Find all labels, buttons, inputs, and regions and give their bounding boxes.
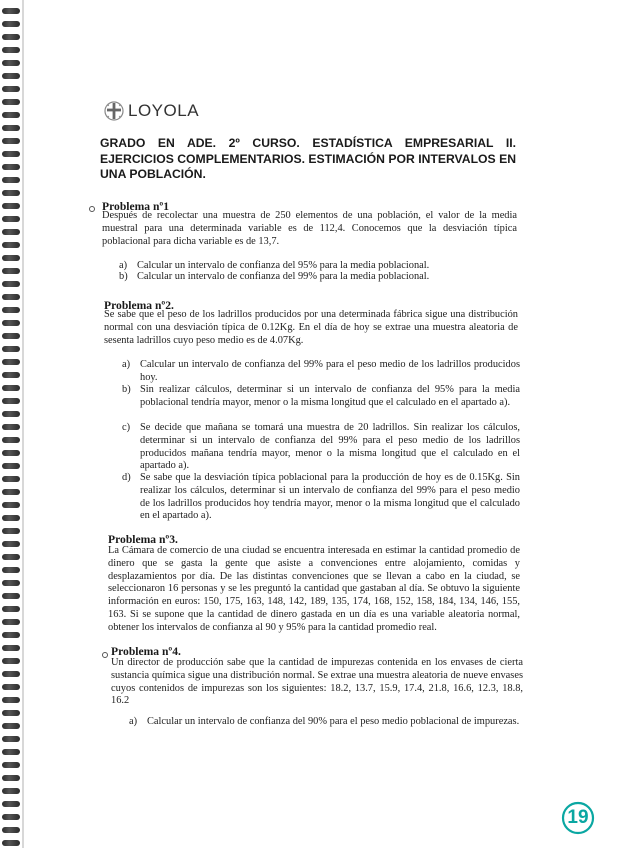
item-label: a) [129, 716, 138, 727]
spiral-coil [2, 281, 20, 287]
item-text: Calcular un intervalo de confianza del 99% para el peso medio de los ladrillos producidos hoy. [140, 359, 520, 383]
spiral-coil [2, 34, 20, 40]
item-text: Se decide que mañana se tomará una muestra de 20 ladrillos. Sin realizar los cálculos, determinar si un intervalo de confianza del 99% para el peso medio de los ladrillos producidos mañana tendría mayor, menor o la misma longitud que el calculado en el apartado a). [140, 422, 520, 472]
spiral-coil [2, 632, 20, 638]
spiral-coil [2, 255, 20, 261]
spiral-coil [2, 476, 20, 482]
problem-2-title: Problema nº2. [104, 299, 174, 312]
spiral-coil [2, 73, 20, 79]
spiral-coil [2, 21, 20, 27]
spiral-coil [2, 398, 20, 404]
spiral-coil [2, 827, 20, 833]
item-text: Calcular un intervalo de confianza del 99% para la media poblacional. [137, 271, 430, 282]
spiral-coil [2, 645, 20, 651]
item-text: Calcular un intervalo de confianza del 95% para la media poblacional. [137, 260, 430, 271]
item-label: a) [122, 359, 131, 370]
spiral-coil [2, 658, 20, 664]
spiral-coil [2, 736, 20, 742]
spiral-coil [2, 190, 20, 196]
spiral-coil [2, 840, 20, 846]
spiral-coil [2, 229, 20, 235]
item-label: c) [122, 422, 131, 433]
handwritten-page-number [560, 800, 596, 836]
spiral-coil [2, 99, 20, 105]
spiral-coil [2, 710, 20, 716]
spiral-coil [2, 151, 20, 157]
item-label: d) [122, 472, 131, 483]
spiral-coil [2, 515, 20, 521]
problem-4-title: Problema nº4. [111, 645, 181, 658]
spiral-coil [2, 567, 20, 573]
problem-2-statement: Se sabe que el peso de los ladrillos producidos por una determinada fábrica sigue una distribución normal con una desviación típica de 0.12Kg. En el día de hoy se extrae una muestra aleatoria de sesenta ladrillos cuyo peso medio es de 4.07Kg. [104, 309, 518, 346]
spiral-coil [2, 359, 20, 365]
problem-4-item-a [129, 716, 525, 729]
spiral-coil [2, 788, 20, 794]
logo-text: LOYOLA [128, 101, 200, 120]
handwritten-dot-marker [89, 206, 95, 212]
spiral-coil [2, 242, 20, 248]
spiral-coil [2, 671, 20, 677]
page-number-text: 19 [567, 807, 589, 828]
handwritten-dot-marker [102, 652, 108, 658]
problem-1-item-b [119, 271, 517, 284]
spiral-coil [2, 775, 20, 781]
item-label: b) [122, 384, 131, 395]
spiral-coil [2, 307, 20, 313]
spiral-coil [2, 372, 20, 378]
spiral-coil [2, 606, 20, 612]
spiral-coil [2, 385, 20, 391]
loyola-logo [103, 100, 199, 122]
item-text: Calcular un intervalo de confianza del 90% para el peso medio poblacional de impurezas. [147, 716, 520, 727]
problem-1-statement: Después de recolectar una muestra de 250 elementos de una población, el valor de la media muestral para una determinada variable es de 112,4. Conocemos que la desviación típica poblacional para dicha variable es de 13,7. [102, 210, 517, 247]
spiral-coil [2, 450, 20, 456]
loyola-logo-icon [103, 100, 125, 122]
spiral-coil [2, 294, 20, 300]
spiral-coil [2, 60, 20, 66]
spiral-coil [2, 580, 20, 586]
problem-1-title: Problema nº1 [102, 200, 170, 213]
spiral-coil [2, 216, 20, 222]
spiral-coil [2, 8, 20, 14]
spiral-coil [2, 593, 20, 599]
spiral-coil [2, 164, 20, 170]
spiral-coil [2, 697, 20, 703]
item-label: a) [119, 260, 128, 271]
spiral-coil [2, 463, 20, 469]
spiral-coil [2, 684, 20, 690]
problem-2-item-b [122, 384, 520, 410]
spiral-coil [2, 138, 20, 144]
spiral-coil [2, 47, 20, 53]
spiral-coil [2, 86, 20, 92]
item-text: Sin realizar cálculos, determinar si un intervalo de confianza del 95% para la media poblacional tendría mayor, menor o la misma longitud que el calculado en el apartado a). [140, 384, 520, 408]
problem-3-title: Problema nº3. [108, 533, 178, 546]
spiral-coil [2, 320, 20, 326]
spiral-coil [2, 411, 20, 417]
item-label: b) [119, 271, 128, 282]
spiral-coil [2, 333, 20, 339]
spiral-coil [2, 554, 20, 560]
item-text: Se sabe que la desviación típica poblacional para la producción de hoy es de 0.15Kg. Sin realizar los cálculos, determinar si un intervalo de confianza del 99% para el peso medio de los ladrillos producidos hoy tendría mayor, menor o la misma longitud que el calculado en el apartado a). [140, 472, 520, 522]
spiral-coil [2, 203, 20, 209]
spiral-coil [2, 502, 20, 508]
spiral-coil [2, 723, 20, 729]
spiral-coil [2, 437, 20, 443]
page-edge [22, 0, 24, 848]
problem-4-statement: Un director de producción sabe que la cantidad de impurezas contenida en los envases de cierta sustancia química sigue una distribución normal. Se extrae una muestra aleatoria de nueve envases cuyos contenidos de impurezas son los siguientes: 18.2, 13.7, 15.9, 17.4, 21.8, 16.6, 12.3, 18.8, 16.2 [111, 657, 523, 707]
spiral-coil [2, 268, 20, 274]
spiral-coil [2, 528, 20, 534]
problem-2-item-a [122, 359, 520, 385]
spiral-binding [0, 0, 22, 848]
problem-2-item-c [122, 422, 520, 473]
page-title: GRADO EN ADE. 2º CURSO. ESTADÍSTICA EMPRESARIAL II. EJERCICIOS COMPLEMENTARIOS. ESTIMACIÓN POR INTERVALOS EN UNA POBLACIÓN. [100, 136, 516, 181]
spiral-coil [2, 125, 20, 131]
spiral-coil [2, 489, 20, 495]
spiral-coil [2, 814, 20, 820]
spiral-coil [2, 541, 20, 547]
spiral-coil [2, 801, 20, 807]
spiral-coil [2, 424, 20, 430]
spiral-coil [2, 619, 20, 625]
problem-2-item-d [122, 472, 520, 523]
spiral-coil [2, 749, 20, 755]
spiral-coil [2, 762, 20, 768]
spiral-coil [2, 112, 20, 118]
spiral-coil [2, 346, 20, 352]
problem-3-statement: La Cámara de comercio de una ciudad se encuentra interesada en estimar la cantidad promedio de dinero que se gasta la gente que asiste a convenciones entre alojamiento, comidas y desplazamientos por día. De las distintas convenciones que se llevan a cabo en la ciudad, se seleccionaron 16 personas y se les preguntó la cantidad que gastaban al día. Se obtuvo la siguiente información en euros: 150, 175, 163, 148, 142, 189, 135, 174, 168, 152, 158, 184, 134, 146, 155, 163. Si se supone que la cantidad de dinero gastada en un día es una variable aleatoria normal, obtener los intervalos de confianza al 90 y 95% para la cantidad promedio real. [108, 545, 520, 633]
spiral-coil [2, 177, 20, 183]
